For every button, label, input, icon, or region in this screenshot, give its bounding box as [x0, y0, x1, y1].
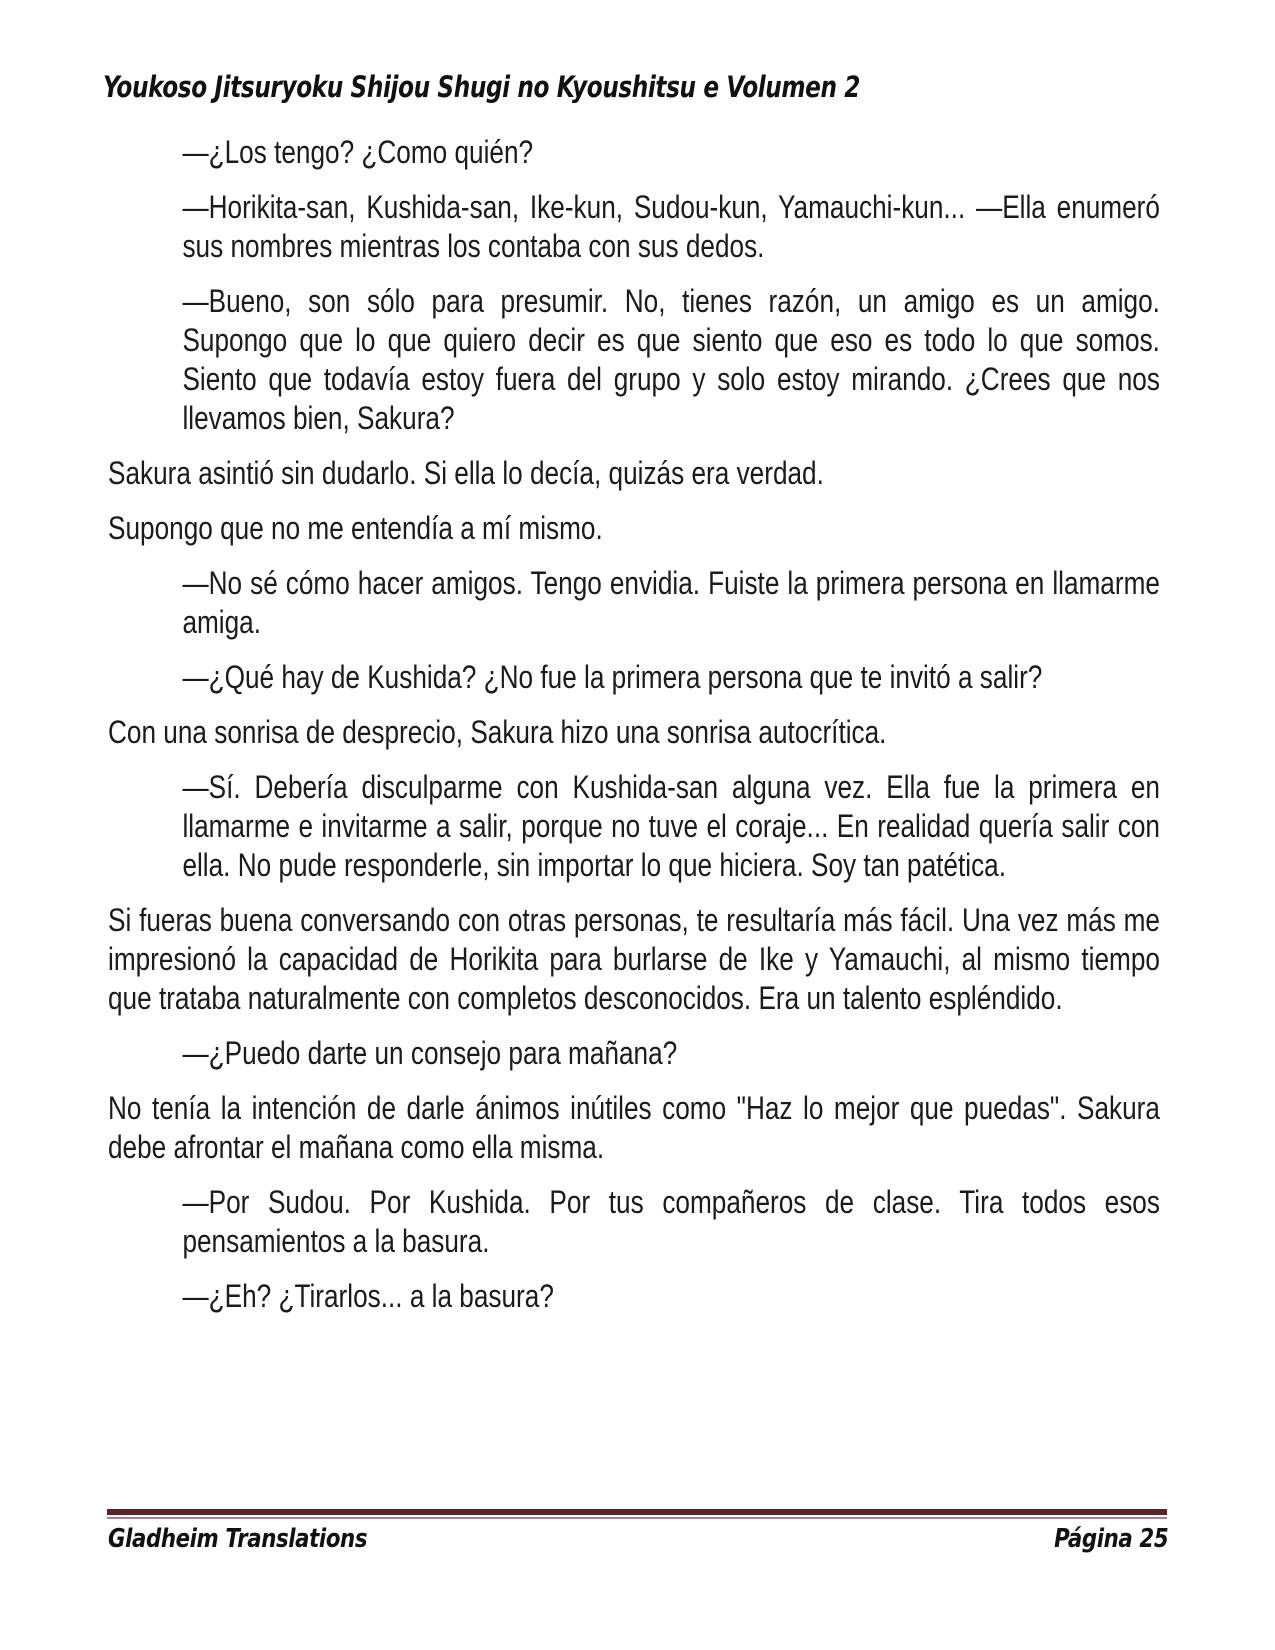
- paragraph: Supongo que no me entendía a mí mismo.: [108, 510, 603, 546]
- paragraph: —¿Eh? ¿Tirarlos... a la basura?: [182, 1278, 554, 1314]
- paragraph: —No sé cómo hacer amigos. Tengo envidia. Fuiste la primera persona en llamarme amiga.: [182, 565, 1160, 640]
- footer-brand: Gladheim Translations: [108, 1524, 368, 1554]
- body-text: [108, 133, 1160, 1332]
- paragraph: No tenía la intención de darle ánimos inútiles como "Haz lo mejor que puedas". Sakura debe afrontar el mañana como ella misma.: [108, 1090, 1160, 1165]
- paragraph: —Por Sudou. Por Kushida. Por tus compañeros de clase. Tira todos esos pensamientos a la basura.: [182, 1184, 1160, 1259]
- page-footer: [108, 1524, 1168, 1554]
- footer-page-number: Página 25: [1054, 1524, 1169, 1554]
- paragraph: —Bueno, son sólo para presumir. No, tienes razón, un amigo es un amigo. Supongo que lo que quiero decir es que siento que eso es todo lo que somos. Siento que todavía estoy fuera del grupo y solo estoy mirando. ¿Crees que nos llevamos bien, Sakura?: [182, 283, 1160, 436]
- footer-rule-thin-line: [107, 1517, 1167, 1519]
- paragraph: Con una sonrisa de desprecio, Sakura hizo una sonrisa autocrítica.: [108, 714, 887, 750]
- paragraph: —¿Los tengo? ¿Como quién?: [182, 134, 534, 170]
- paragraph: —Horikita-san, Kushida-san, Ike-kun, Sudou-kun, Yamauchi-kun... —Ella enumeró sus nombres mientras los contaba con sus dedos.: [182, 189, 1160, 264]
- paragraph: —Sí. Debería disculparme con Kushida-san alguna vez. Ella fue la primera en llamarme e invitarme a salir, porque no tuve el coraje... En realidad quería salir con ella. No pude responderle, sin importar lo que hiciera. Soy tan patética.: [182, 769, 1160, 883]
- paragraph: Si fueras buena conversando con otras personas, te resultaría más fácil. Una vez más me impresionó la capacidad de Horikita para burlarse de Ike y Yamauchi, al mismo tiempo que trataba naturalmente con completos desconocidos. Era un talento espléndido.: [108, 902, 1160, 1016]
- footer-divider-rule: [107, 1509, 1167, 1519]
- paragraph: Sakura asintió sin dudarlo. Si ella lo decía, quizás era verdad.: [108, 455, 824, 491]
- page-header-title: Youkoso Jitsuryoku Shijou Shugi no Kyoushitsu e Volumen 2: [103, 70, 861, 104]
- paragraph: —¿Qué hay de Kushida? ¿No fue la primera persona que te invitó a salir?: [182, 659, 1043, 695]
- paragraph: —¿Puedo darte un consejo para mañana?: [182, 1035, 678, 1071]
